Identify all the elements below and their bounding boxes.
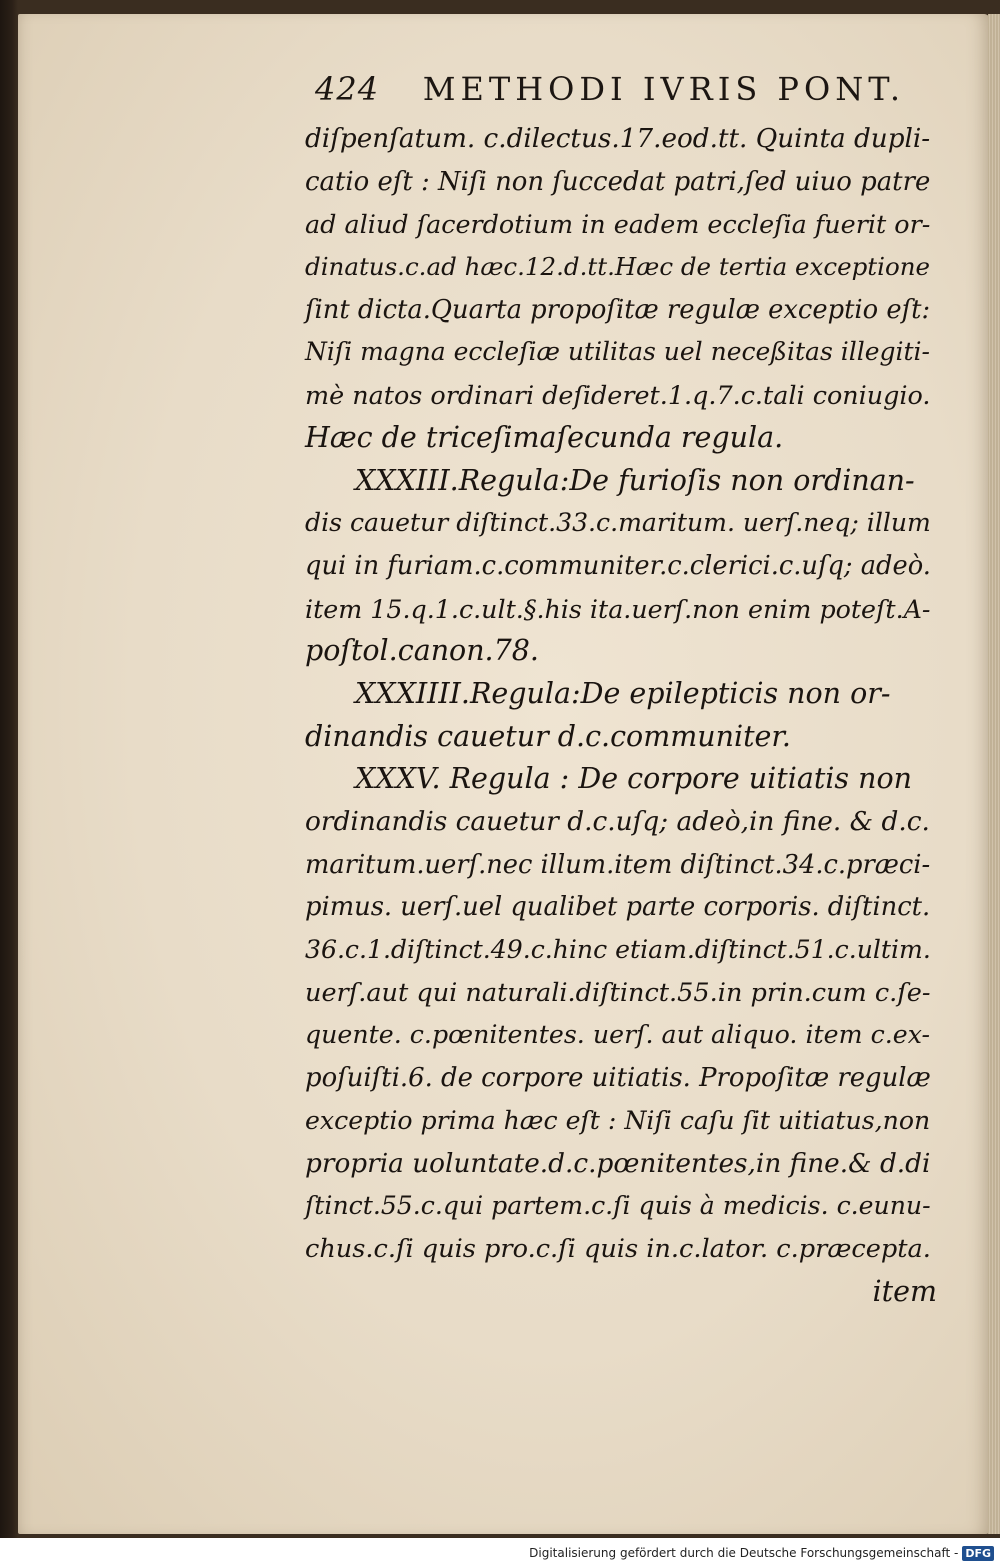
text-line: chus.c.ſi quis pro.c.ſi quis in.c.lator. c.præcepta. [305, 1233, 931, 1264]
dfg-logo-icon: DFG [962, 1546, 994, 1561]
text-line: dinatus.c.ad hæc.12.d.tt.Hæc de tertia exceptione [305, 252, 931, 282]
page-number: 424 [315, 70, 380, 108]
running-title: METHODI IVRIS PONT. [422, 70, 905, 108]
running-header [315, 70, 905, 108]
rule-heading-34: XXXIIII.Regula:De epilepticis non or- [355, 676, 891, 710]
text-line: ſtinct.55.c.qui partem.c.ſi quis à medicis. c.eunu- [305, 1191, 931, 1221]
text-line: diſpenſatum. c.dilectus.17.eod.tt. Quinta dupli- [305, 124, 931, 154]
text-line: Hæc de triceſimaſecunda regula. [305, 420, 784, 454]
page-edge [988, 14, 1000, 1534]
text-line: poſuiſti.6. de corpore uitiatis. Propoſitæ regulæ [305, 1063, 931, 1094]
text-line: maritum.uerſ.nec illum.item diſtinct.34.c.præci- [305, 849, 931, 880]
text-line: ad aliud ſacerdotium in eadem eccleſia fuerit or- [305, 209, 931, 240]
text-line: propria uoluntate.d.c.pœnitentes,in fine.& d.di [305, 1148, 931, 1179]
text-line: exceptio prima hæc eſt : Niſi caſu ſit uitiatus,non [305, 1105, 931, 1135]
text-line: item 15.q.1.c.ult.§.his ita.uerſ.non enim poteſt.A- [305, 593, 931, 624]
text-line: ſint dicta.Quarta propoſitæ regulæ exceptio eſt: [305, 294, 931, 325]
body-text [305, 118, 937, 1313]
text-line: Niſi magna eccleſiæ utilitas uel neceßitas illegiti- [305, 337, 930, 367]
funding-credit: Digitalisierung gefördert durch die Deutsche Forschungsgemeinschaft - [529, 1546, 959, 1560]
digitization-credit-bar [0, 1538, 1000, 1568]
text-line: mè natos ordinari deſideret.1.q.7.c.tali coniugio. [305, 380, 931, 411]
text-line: pimus. uerſ.uel qualibet parte corporis. diſtinct. [305, 892, 931, 923]
rule-heading-35: XXXV. Regula : De corpore uitiatis non [355, 762, 912, 796]
text-line: ordinandis cauetur d.c.uſq; adeò,in fine. & d.c. [305, 807, 930, 837]
text-line: uerſ.aut qui naturali.diſtinct.55.in prin.cum c.ſe- [305, 977, 931, 1008]
text-line: 36.c.1.diſtinct.49.c.hinc etiam.diſtinct.51.c.ultim. [305, 935, 931, 965]
text-line: dinandis cauetur d.c.communiter. [305, 719, 791, 753]
text-line: quente. c.pœnitentes. uerſ. aut aliquo. item c.ex- [305, 1020, 931, 1050]
text-line: catio eſt : Niſi non ſuccedat patri,ſed uiuo patre [305, 166, 931, 197]
catchword: item [872, 1274, 937, 1308]
rule-heading-33: XXXIII.Regula:De furioſis non ordinan- [355, 463, 915, 497]
text-line: qui in furiam.c.communiter.c.clerici.c.uſq; adeò. [305, 550, 931, 581]
text-line: poſtol.canon.78. [305, 634, 539, 668]
text-line: dis cauetur diſtinct.33.c.maritum. uerſ.neq; illum [305, 508, 931, 538]
